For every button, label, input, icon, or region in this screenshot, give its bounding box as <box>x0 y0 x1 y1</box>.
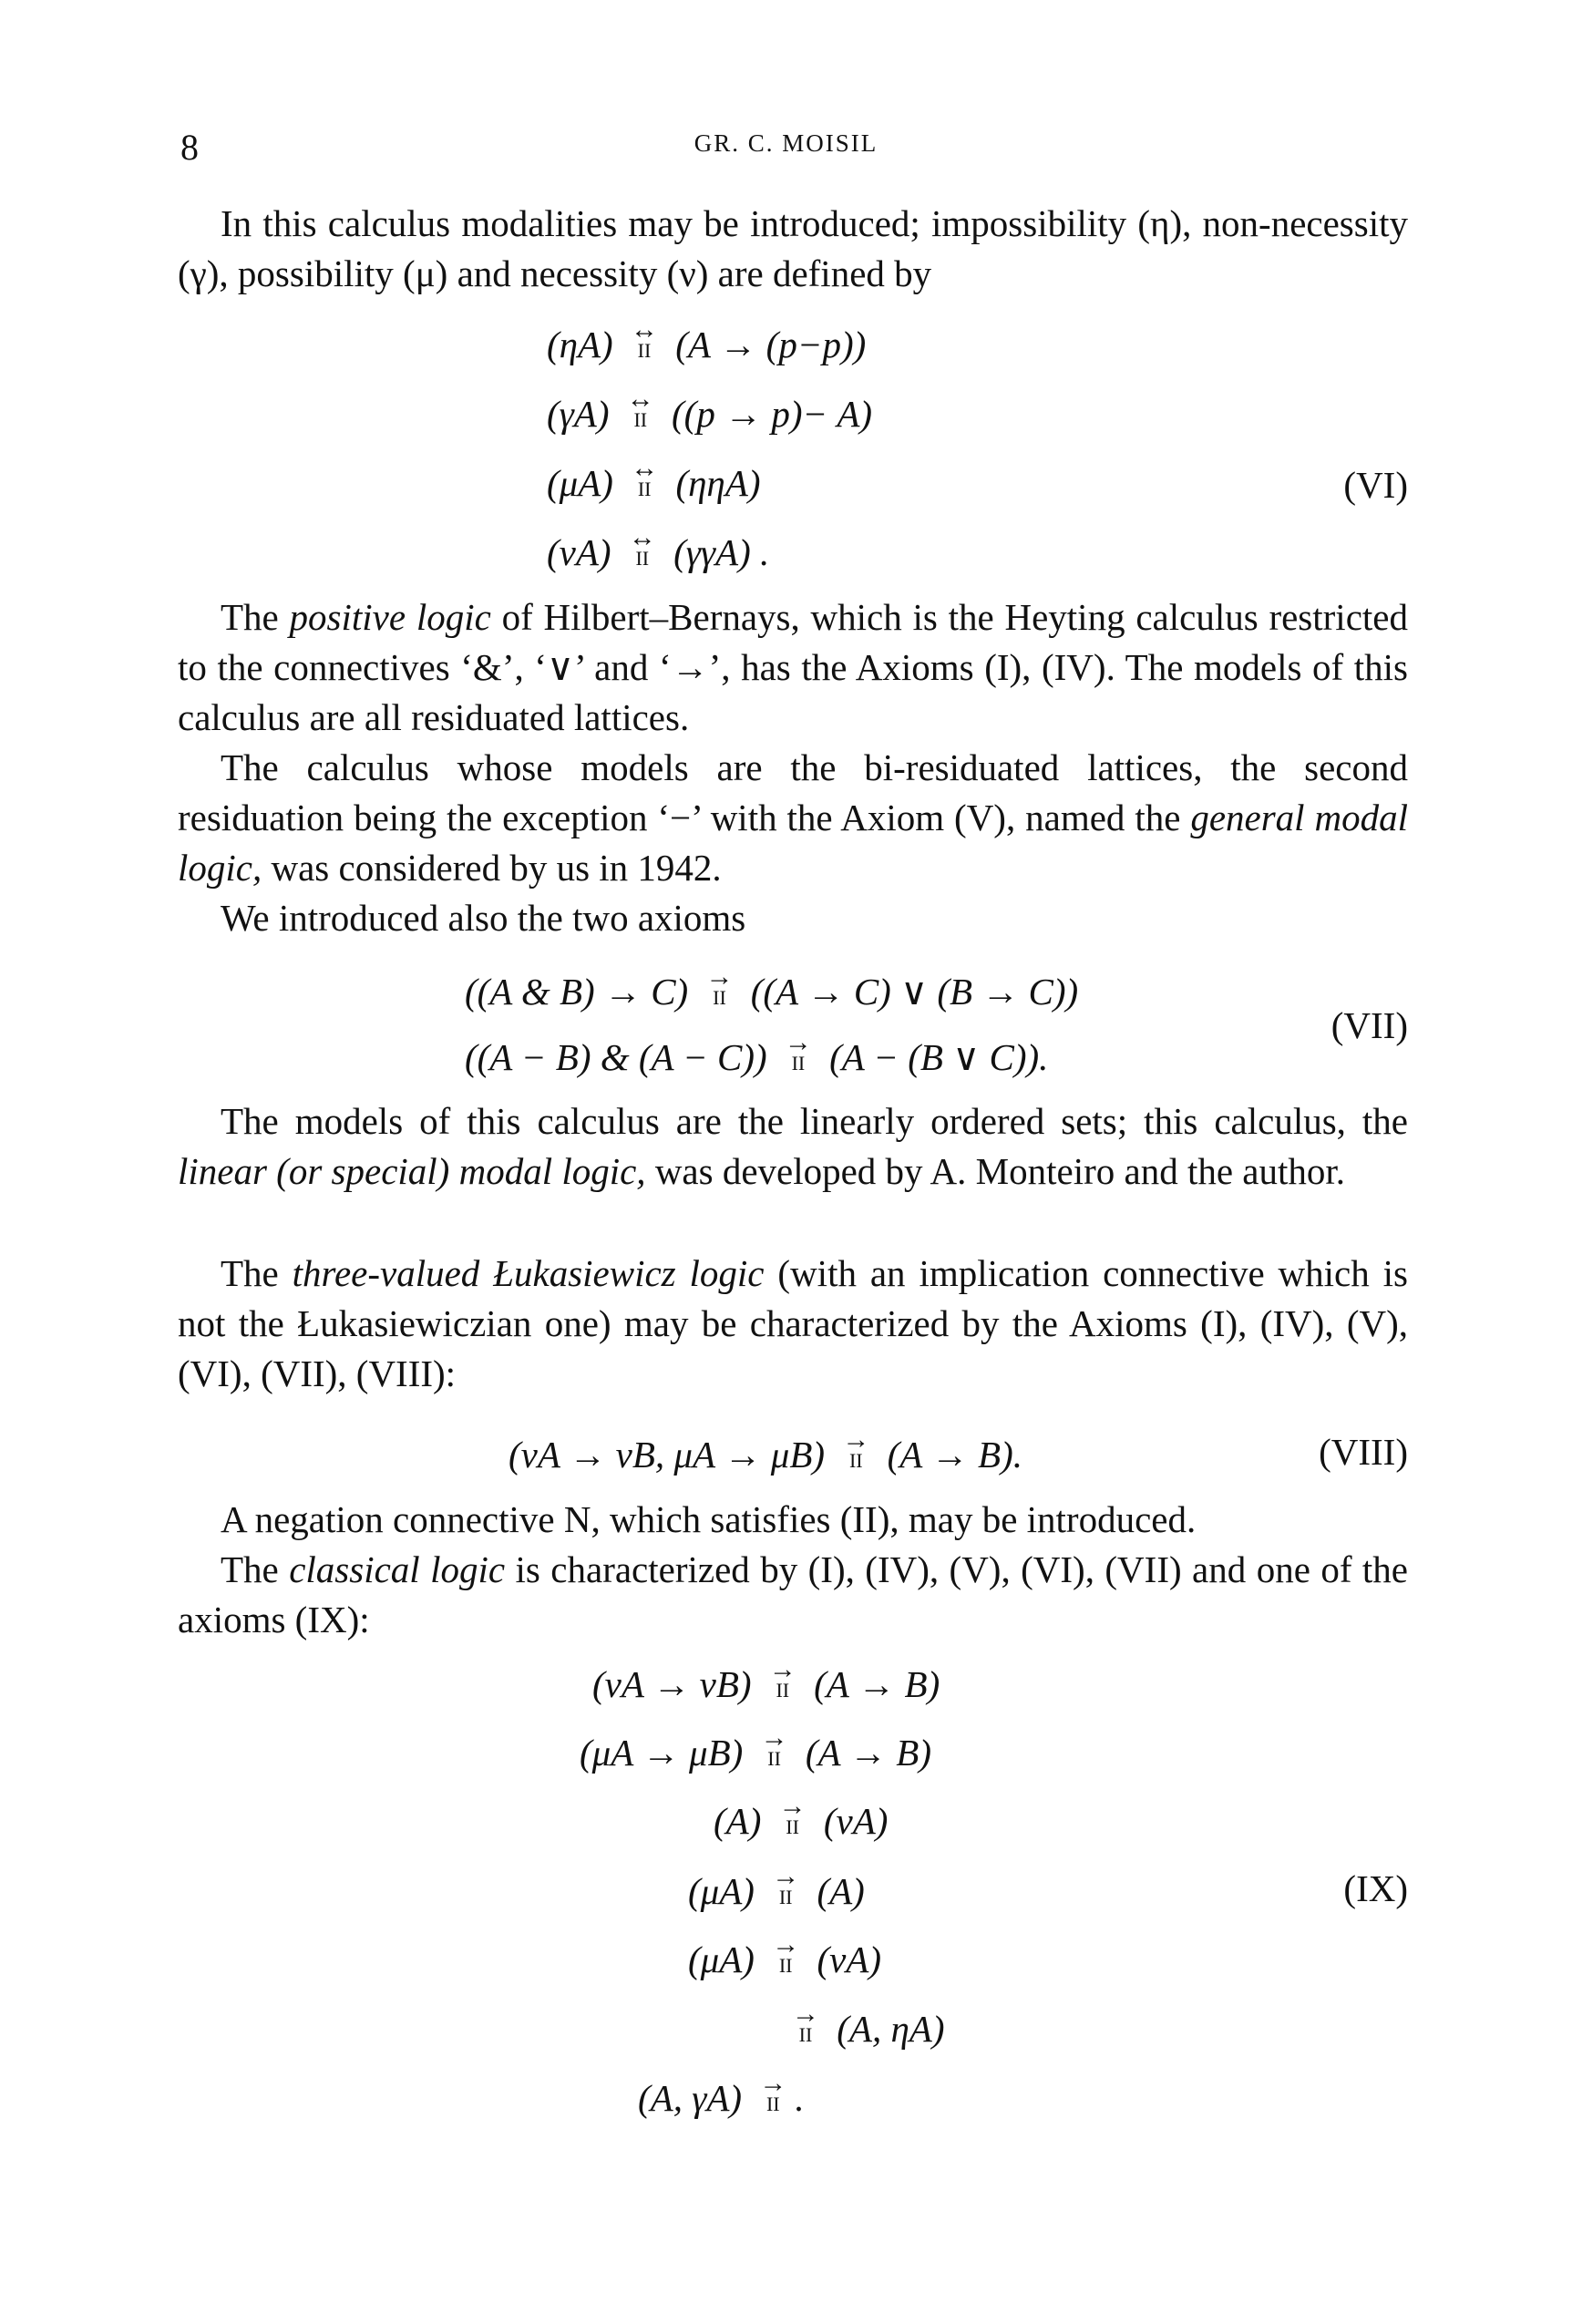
formula-ix-4: (μA) → II (A) <box>688 1861 865 1912</box>
implication-symbol: → II <box>705 961 734 1009</box>
formula-vii-1: ((A & B) → C) → II ((A → C) ∨ (B → C)) <box>465 961 1079 1013</box>
paragraph-two-axioms: We introduced also the two axioms <box>221 897 746 939</box>
paragraph-classical-logic: The classical logic is characterized by (I), (IV), (V), (VI), (VII) and one of the axioms (IX): <box>178 1548 1408 1640</box>
biimplication-symbol: ↔ II <box>630 314 658 362</box>
equation-label-ix: (IX) <box>1343 1867 1408 1909</box>
formula-ix-3: (A) → II (νA) <box>714 1791 889 1842</box>
running-title: GR. C. MOISIL <box>694 129 878 157</box>
implication-symbol: → II <box>842 1424 870 1472</box>
paragraph-modalities: In this calculus modalities may be introduced; impossibility (η), non-necessity (γ), possibility (μ) and necessity (ν) are defined by <box>178 202 1408 294</box>
formula-vii-2: ((A − B) & (A − C)) → II (A − (B ∨ C)). <box>465 1027 1049 1078</box>
formula-vi-4: (νA) ↔ II (γγA) . <box>547 522 770 573</box>
formula-viii: (νA → νB, μA → μB) → II (A → B). <box>509 1424 1022 1476</box>
page-number: 8 <box>180 127 199 168</box>
implication-symbol: → II <box>784 1027 812 1075</box>
implication-symbol: → II <box>759 2068 787 2115</box>
implication-symbol: → II <box>772 1929 800 1977</box>
paragraph-linear-modal-logic: The models of this calculus are the linearly ordered sets; this calculus, the linear (or special) modal logic, was developed by A. Monteiro and the author. <box>178 1100 1408 1192</box>
formula-vi-3: (μA) ↔ II (ηηA) <box>547 453 761 504</box>
equation-label-viii: (VIII) <box>1319 1431 1408 1473</box>
equation-label-vi: (VI) <box>1343 464 1408 506</box>
paragraph-general-modal-logic: The calculus whose models are the bi-residuated lattices, the second residuation being the exception ‘−’ with the Axiom (V), named the general modal logic, was considered by us in 1942. <box>178 746 1408 889</box>
implication-symbol: → II <box>768 1654 796 1702</box>
biimplication-symbol: ↔ II <box>631 453 659 500</box>
formula-ix-6: → II (A, ηA) <box>784 2001 945 2054</box>
paragraph-lukasiewicz-logic: The three-valued Łukasiewicz logic (with an implication connective which is not the Łukasiewiczian one) may be characterized by the Axioms (I), (IV), (V), (VI), (VII), (VIII): <box>178 1252 1408 1394</box>
biimplication-symbol: ↔ II <box>626 384 654 431</box>
paragraph-positive-logic: The positive logic of Hilbert–Bernays, which is the Heyting calculus restricted to the connectives ‘&’, ‘∨’ and ‘→’, has the Axioms (I), (IV). The models of this calculus are all residuated lattices. <box>178 596 1408 738</box>
paragraph-negation: A negation connective N, which satisfies (II), may be introduced. <box>221 1498 1197 1540</box>
formula-ix-2: (μA → μB) → II (A → B) <box>580 1722 931 1774</box>
implication-symbol: → II <box>792 1999 819 2046</box>
biimplication-symbol: ↔ II <box>628 522 656 570</box>
formula-ix-7: (A, γA) → II . <box>638 2068 805 2119</box>
formula-ix-1: (νA → νB) → II (A → B) <box>592 1654 940 1705</box>
formula-ix-5: (μA) → II (νA) <box>688 1929 881 1980</box>
implication-symbol: → II <box>778 1791 807 1838</box>
page-header <box>0 126 1572 168</box>
implication-symbol: → II <box>760 1722 788 1770</box>
formula-vi-2: (γA) ↔ II ((p → p)− A) <box>547 384 873 435</box>
implication-symbol: → II <box>772 1861 800 1908</box>
formula-vi-1: (ηA) ↔ II (A → (p−p)) <box>547 314 867 365</box>
equation-label-vii: (VII) <box>1331 1004 1408 1046</box>
